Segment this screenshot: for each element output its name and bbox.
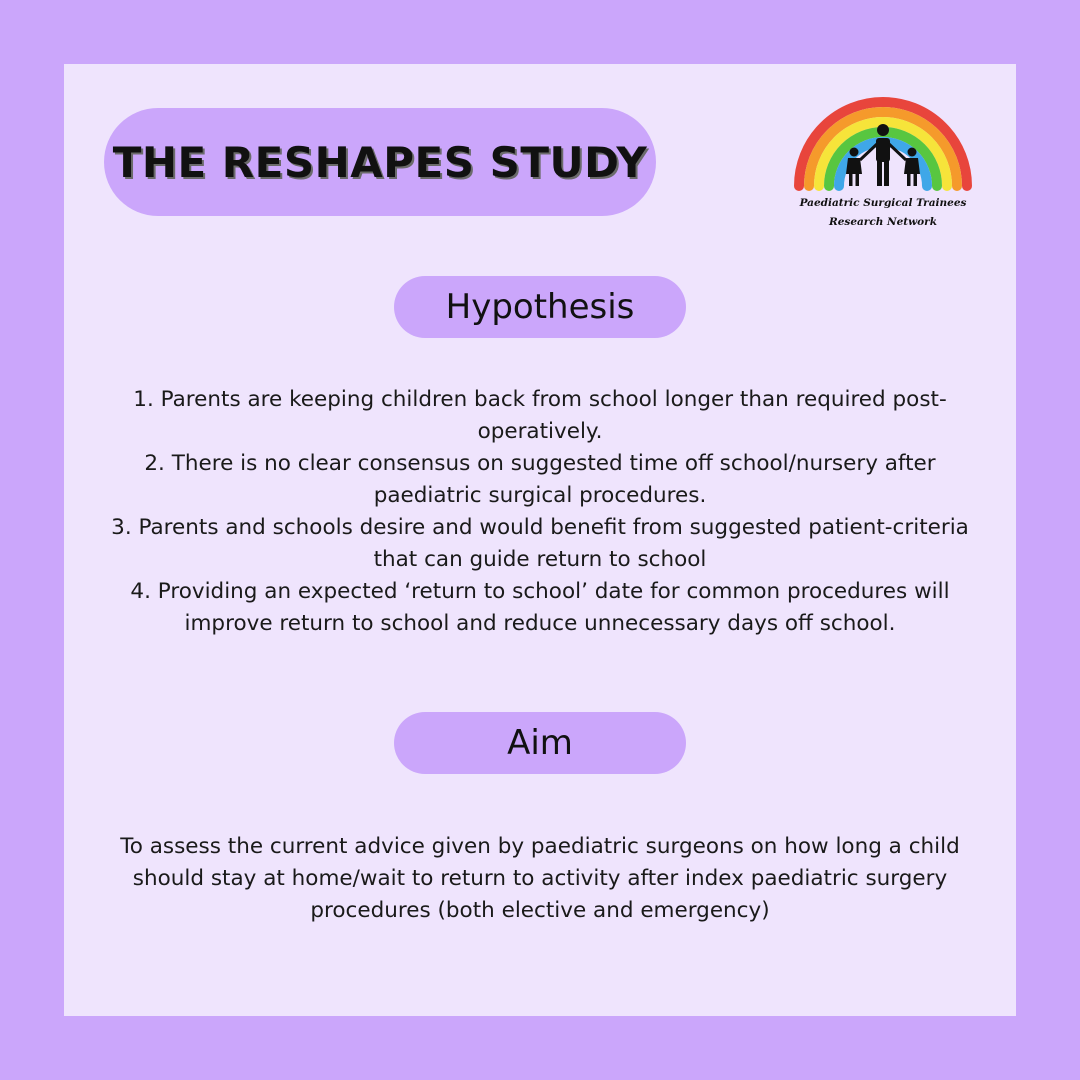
aim-text (94, 831, 986, 927)
hypothesis-item: 2. There is no clear consensus on suggested time off school/nursery after paediatric surgical procedures. (144, 451, 936, 508)
hypothesis-heading: Hypothesis (445, 287, 635, 327)
rainbow-family-icon (791, 94, 975, 194)
hypothesis-item: 3. Parents and schools desire and would benefit from suggested patient-criteria that can guide return to school (111, 515, 969, 572)
aim-heading-pill (394, 712, 686, 774)
aim-heading: Aim (507, 723, 573, 763)
page-title: THE RESHAPES STUDY (112, 137, 648, 187)
hypothesis-item: 4. Providing an expected ‘return to school’ date for common procedures will improve return to school and reduce unnecessary days off school. (130, 579, 950, 636)
aim-paragraph: To assess the current advice given by paediatric surgeons on how long a child should stay at home/wait to return to activity after index paediatric surgery procedures (both elective and emergency) (120, 834, 960, 923)
hypothesis-heading-pill (394, 276, 686, 338)
hypothesis-list (94, 384, 986, 640)
hypothesis-item: 1. Parents are keeping children back from school longer than required post-operatively. (133, 387, 947, 444)
logo-line-2: Research Network (829, 216, 937, 228)
title-pill (104, 108, 656, 216)
network-logo (791, 94, 975, 234)
logo-caption (791, 194, 975, 232)
content-card (64, 64, 1016, 1016)
logo-line-1: Paediatric Surgical Trainees (799, 197, 967, 209)
